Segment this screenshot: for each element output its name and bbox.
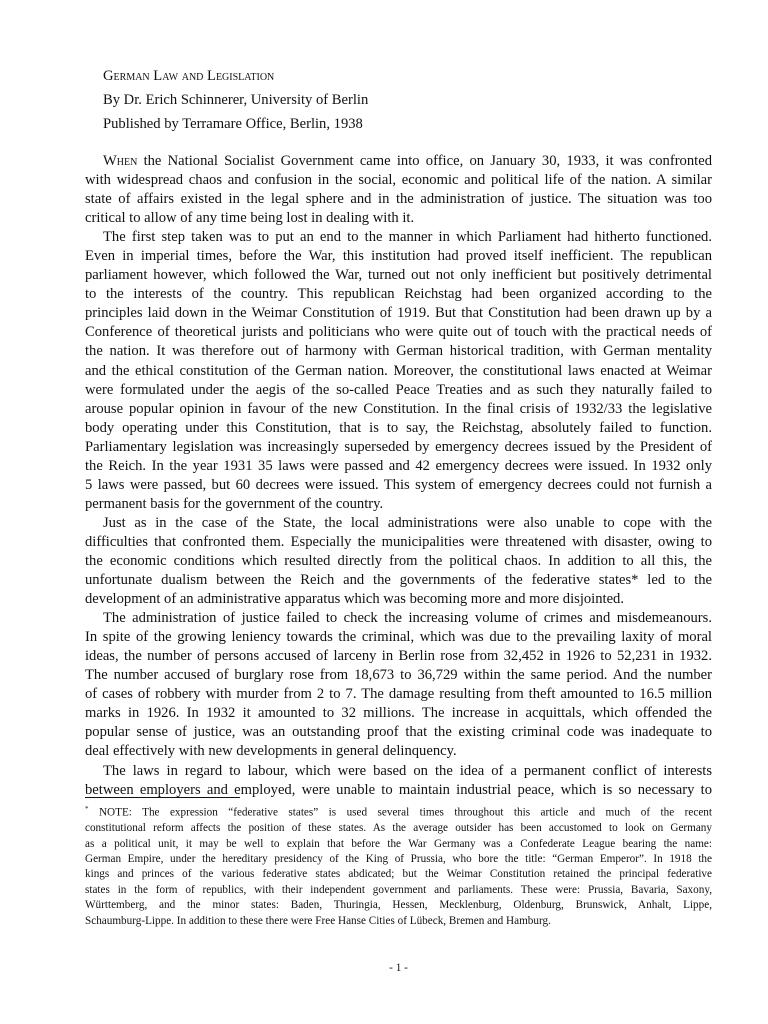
footnote-line xyxy=(85,883,712,898)
line-text: arouse popular opinion in favour of the new Constitution. In the final crisis of 1932/33 the legislative xyxy=(85,400,712,417)
line-text: Conference of theoretical jurists and politicians who were quite out of touch with the practical needs of xyxy=(85,324,712,341)
line-text: of cases of robbery with murder from 2 to 7. The damage resulting from theft amounted to 16.5 million xyxy=(85,686,712,703)
text-line xyxy=(85,476,712,495)
text-line xyxy=(85,419,712,438)
text-line xyxy=(85,438,712,457)
text-line xyxy=(85,666,712,685)
text-line xyxy=(85,247,712,266)
text-line xyxy=(85,190,712,209)
footnote-line xyxy=(85,914,712,929)
line-text: deal effectively with new developments in general delinquency. xyxy=(85,743,457,760)
line-text: popular sense of justice, was an outstanding proof that the existing criminal code was inadequate to xyxy=(85,724,712,741)
line-text: Parliamentary legislation was increasingly superseded by emergency decrees issued by the President of xyxy=(85,438,712,455)
footnote xyxy=(85,802,712,929)
footnote-text: NOTE: The expression “federative states” is used several times throughout this article and much of the recent xyxy=(88,806,712,819)
text-line xyxy=(85,609,712,628)
text-line xyxy=(85,647,712,666)
line-text: critical to allow of any time being lost in dealing with it. xyxy=(85,210,415,227)
text-line xyxy=(85,762,712,781)
text-line xyxy=(85,171,712,190)
footnote-text: constitutional reform affects the position of these states. As the average outsider has been accustomed to look on Germany xyxy=(85,822,712,835)
line-text: unfortunate dualism between the Reich and the governments of the federative states* led to the xyxy=(85,572,712,589)
line-text: the National Socialist Government came into office, on January 30, 1933, it was confronted xyxy=(137,153,712,169)
document-body xyxy=(85,152,712,800)
text-line xyxy=(85,704,712,723)
line-text: Just as in the case of the State, the local administrations were also unable to cope with the xyxy=(103,514,712,531)
line-text: development of an administrative apparatus which was becoming more and more disjointed. xyxy=(85,591,625,608)
line-text: In spite of the growing leniency towards the criminal, which was due to the prevailing laxity of moral xyxy=(85,629,712,646)
text-line xyxy=(85,533,712,552)
line-text: were formulated under the aegis of the so-called Peace Treaties and as such they naturally failed to xyxy=(85,381,712,398)
text-line xyxy=(85,304,712,323)
text-line xyxy=(85,209,712,228)
text-line xyxy=(85,228,712,247)
paragraph xyxy=(85,152,712,228)
text-line xyxy=(85,323,712,342)
text-line xyxy=(85,628,712,647)
text-line xyxy=(85,590,712,609)
line-text: 5 laws were passed, but 60 decrees were issued. This system of emergency decrees could not furnish a xyxy=(85,476,712,493)
footnote-line xyxy=(85,802,712,821)
text-line xyxy=(85,381,712,400)
text-line xyxy=(85,495,712,514)
line-text: The number accused of burglary rose from 18,673 to 36,729 within the same period. And the number xyxy=(85,667,712,684)
text-line xyxy=(85,685,712,704)
document-header xyxy=(103,64,368,136)
line-text: The laws in regard to labour, which were based on the idea of a permanent conflict of interests xyxy=(103,762,712,779)
line-text: principles laid down in the Weimar Constitution of 1919. But that Constitution had been drawn up by a xyxy=(85,305,712,322)
text-line xyxy=(85,266,712,285)
paragraph xyxy=(85,228,712,514)
footnote-line xyxy=(85,837,712,852)
line-text: permanent basis for the government of the country. xyxy=(85,495,384,512)
footnote-marker: * xyxy=(85,805,89,813)
footnote-line xyxy=(85,898,712,913)
page-number: - 1 - xyxy=(389,962,408,974)
publisher-line: Published by Terramare Office, Berlin, 1938 xyxy=(103,116,363,132)
paragraph xyxy=(85,762,712,800)
footnote-text: kings and princes of the various federative states abdicated; but the Weimar Constitution retained the principal federative xyxy=(85,868,712,881)
line-text: body operating under this Constitution, that is to say, the Reichstag, absolutely failed to function. xyxy=(85,419,712,436)
footnote-text: Schaumburg-Lippe. In addition to these there were Free Hanse Cities of Lübeck, Bremen and Hamburg. xyxy=(85,914,551,927)
text-line xyxy=(85,362,712,381)
text-line xyxy=(85,152,712,171)
text-line xyxy=(85,342,712,361)
line-text: parliament however, which followed the War, turned out not only inefficient but positively detrimental xyxy=(85,267,712,284)
footnote-line xyxy=(85,867,712,882)
footnote-separator xyxy=(85,797,240,798)
document-title: German Law and Legislation xyxy=(103,68,275,84)
line-text: ideas, the number of persons accused of larceny in Berlin rose from 32,452 in 1926 to 52,231 in 1932. xyxy=(85,648,712,665)
line-text: to the interests of the country. This republican Reichstag had been organized according to the xyxy=(85,286,712,303)
footnote-line xyxy=(85,852,712,867)
text-line xyxy=(85,400,712,419)
line-text: between employers and employed, were unable to maintain industrial peace, which is so necessary to xyxy=(85,781,712,798)
text-line xyxy=(85,457,712,476)
line-text: with widespread chaos and confusion in the social, economic and political life of the nation. A similar xyxy=(85,172,712,189)
line-text: and the ethical constitution of the German nation. Moreover, the constitutional laws enacted at Weimar xyxy=(85,362,712,379)
line-text: marks in 1926. In 1932 it amounted to 32 millions. The increase in acquittals, which offended the xyxy=(85,705,712,722)
line-text: the economic conditions which resulted directly from the political chaos. In addition to all this, the xyxy=(85,552,712,569)
footnote-text: Württemberg, and the minor states: Baden, Thuringia, Hessen, Mecklenburg, Oldenburg, Brunswick, Anhalt, Lippe, xyxy=(85,899,712,912)
text-line xyxy=(85,742,712,761)
line-text: difficulties that confronted them. Especially the municipalities were threatened with disaster, owing to xyxy=(85,533,712,550)
footnote-line xyxy=(85,821,712,836)
text-line xyxy=(85,514,712,533)
footnote-text: German Empire, under the hereditary presidency of the King of Prussia, who bore the title: “German Emperor”. In 1918 the xyxy=(85,852,712,865)
author-line: By Dr. Erich Schinnerer, University of Berlin xyxy=(103,92,369,108)
paragraph xyxy=(85,514,712,609)
lead-word: When xyxy=(103,153,138,169)
line-text: The first step taken was to put an end to the manner in which Parliament had hitherto functioned. xyxy=(103,229,712,246)
text-line xyxy=(85,571,712,590)
line-text: state of affairs existed in the legal sphere and in the administration of justice. The situation was too xyxy=(85,191,712,208)
footnote-text: states in the form of republics, with their independent government and parliaments. These were: Prussia, Bavaria, Saxony, xyxy=(85,883,712,896)
line-text: the Reich. In the year 1931 35 laws were passed and 42 emergency decrees were issued. In 1932 only xyxy=(85,457,712,474)
text-line xyxy=(85,723,712,742)
line-text: the nation. It was therefore out of harmony with German historical tradition, with German mentality xyxy=(85,343,712,360)
paragraph xyxy=(85,609,712,761)
line-text: The administration of justice failed to check the increasing volume of crimes and misdemeanours. xyxy=(103,610,712,627)
line-text: Even in imperial times, before the War, this institution had proved itself inefficient. The republican xyxy=(85,248,712,265)
text-line xyxy=(85,285,712,304)
footnote-text: as a political unit, it may be well to explain that before the War Germany was a Confederate League bearing the name: xyxy=(85,837,712,850)
text-line xyxy=(85,552,712,571)
